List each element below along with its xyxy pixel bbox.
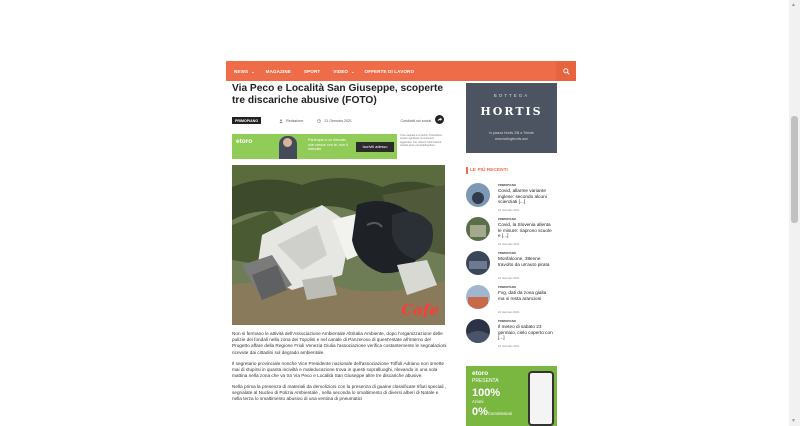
clock-icon	[317, 119, 321, 123]
recent-thumbnail[interactable]	[466, 319, 490, 343]
nav-item-label: NEWS	[234, 68, 249, 74]
etoro-logo: etoro	[472, 370, 489, 377]
nav-item-label: SPORT	[303, 68, 321, 74]
ad-cta-button[interactable]: Iscriviti adesso	[356, 142, 394, 152]
recent-thumbnail[interactable]	[466, 217, 490, 241]
recent-title[interactable]: Monfalcone, 38enne travolto da un'auto pirata	[498, 256, 550, 267]
ad-person-face	[283, 138, 292, 147]
banner-sub-text: in piazza Hortis 2/B a Trieste	[489, 131, 534, 135]
scroll-up-arrow-icon[interactable]: ▲	[791, 2, 796, 8]
banner-main-text: HORTIS	[480, 105, 543, 118]
banner-url-text: www.bottegahortis.com	[495, 137, 528, 141]
recent-heading	[466, 167, 508, 174]
search-icon	[563, 68, 570, 75]
article-title: Via Peco e Località San Giuseppe, scoperte tre discariche abusive (FOTO)	[232, 83, 444, 106]
etoro-logo: etoro	[236, 138, 253, 145]
recent-category[interactable]: PRIMOPIANO	[498, 319, 517, 323]
user-icon	[279, 119, 283, 123]
nav-item-video[interactable]	[333, 69, 354, 74]
nav-item-label: MAGAZINE	[265, 68, 291, 74]
scrollbar[interactable]	[789, 0, 800, 426]
nav-item-news[interactable]	[234, 69, 255, 74]
paragraph: Il segretario provinciale nonche Vice Presidente nazionale dell'associazione Toffoli Adriano non smette mai di stupirsi in quanta inciviltà e maleducazione trova in questi sopralluoghi, rilevando in una sola mattina nella zona che va tra Via Peco e Località San Giuseppe altre tre discariche abusive.	[232, 360, 444, 379]
publish-date	[317, 119, 352, 123]
recent-item[interactable]	[466, 183, 561, 213]
recent-category[interactable]: PRIMOPIANO	[498, 217, 517, 221]
phone-mockup	[528, 371, 554, 426]
recent-title[interactable]: Covid, la Slovenia allenta le misure: riaprono scuole e [...]	[498, 222, 552, 239]
recent-category[interactable]: PRIMOPIANO	[498, 251, 517, 255]
share-label: Condividi sui social	[400, 118, 431, 123]
share-icon	[437, 117, 442, 122]
nav-item-label: VIDEO	[333, 68, 349, 74]
recent-title[interactable]: Covid, allarme variante inglese: secondo alcuni scienziati [...]	[498, 188, 547, 205]
paragraph: Nella prima la presenza di materiali da demolizioni con la presenza di guaine classificate rifiuti speciali , segnalate al Nucleo di Polizia Ambientale , nella seconda lo smaltimento di diversi alberi di Natale e nella terza lo smaltimento abusivo di una ventina di pneumatici	[232, 384, 447, 402]
ad-line: 100%	[472, 387, 501, 399]
article-meta	[232, 116, 444, 125]
category-badge[interactable]: PRIMOPIANO	[232, 117, 261, 124]
nav-item-offerte[interactable]	[365, 69, 415, 74]
recent-title[interactable]: Fvg, dati da zona gialla ma si resta arancioni	[498, 290, 547, 301]
recent-thumbnail[interactable]	[466, 285, 490, 309]
nav-item-label: OFFERTE DI LAVORO	[364, 68, 415, 74]
nav-item-sport[interactable]	[304, 69, 320, 74]
share-button[interactable]	[435, 115, 444, 124]
ad-line: PRESENTA	[472, 378, 499, 384]
recent-date: 22 Gennaio 2021	[498, 310, 520, 314]
heading-accent-bar	[466, 167, 468, 174]
recent-category[interactable]: PRIMOPIANO	[498, 285, 517, 289]
paragraph: Non si fermano le attività dell'Associazione Ambientale Altritalia Ambiente, dopo l'organizzazione delle pulizie dei fondali nella zona dei Topolini e nel canale di Panzeroso di quest'estate all'interno del Progetto affare della Regione Friuli Venezia Giulia l'associazione verifica costantemente le segnalazioni ricevute dai cittadini sul degrado ambientale.	[232, 331, 447, 355]
ad-text: Partecipa a un mercato che cresce con te, non il mercato	[308, 138, 348, 152]
main-nav	[226, 61, 576, 81]
chevron-down-icon: ⌄	[351, 68, 355, 74]
recent-thumbnail[interactable]	[466, 251, 490, 275]
date-text: 21 Gennaio 2021	[324, 118, 352, 123]
etoro-ad-banner[interactable]	[232, 134, 397, 159]
ad-line: Commissioni	[488, 411, 512, 416]
nav-item-magazine[interactable]	[266, 69, 291, 74]
recent-title[interactable]: Il meteo di sabato 23 gennaio, cielo coperto con [...]	[498, 324, 553, 341]
banner-top-text: BOTTEGA	[493, 93, 530, 98]
etoro-sidebar-ad[interactable]	[466, 366, 557, 426]
recent-item[interactable]	[466, 251, 561, 281]
bottega-hortis-banner[interactable]	[466, 83, 557, 153]
author[interactable]	[279, 119, 303, 123]
recent-item[interactable]	[466, 217, 561, 247]
photo-watermark-logo: Cafe	[401, 301, 439, 319]
recent-date: 22 Gennaio 2021	[498, 276, 520, 280]
recent-heading-text: LE PIÙ RECENTI	[470, 168, 508, 173]
nav-search-button[interactable]	[556, 61, 576, 81]
recent-date: 22 Gennaio 2021	[498, 344, 520, 348]
recent-thumbnail[interactable]	[466, 183, 490, 207]
ad-line: Azioni	[472, 399, 484, 404]
author-name: Redazione	[286, 118, 304, 123]
ad-disclaimer: Il tuo capitale è a rischio. Potrebbero essere applicate commissioni aggiuntive. Per ulteriori informazioni, visitare etoro.com/trading/fees.	[400, 134, 443, 147]
recent-category[interactable]: PRIMOPIANO	[498, 183, 517, 187]
recent-date: 22 Gennaio 2021	[498, 242, 520, 246]
recent-item[interactable]	[466, 319, 561, 349]
recent-item[interactable]	[466, 285, 561, 315]
chevron-down-icon: ⌄	[251, 68, 255, 74]
scroll-down-arrow-icon[interactable]: ▼	[791, 418, 796, 424]
article-body	[232, 331, 447, 407]
article-photo	[232, 165, 445, 325]
recent-date: 22 Gennaio 2021	[498, 208, 520, 212]
scrollbar-thumb[interactable]	[791, 116, 798, 223]
ad-line: 0%	[472, 406, 488, 418]
